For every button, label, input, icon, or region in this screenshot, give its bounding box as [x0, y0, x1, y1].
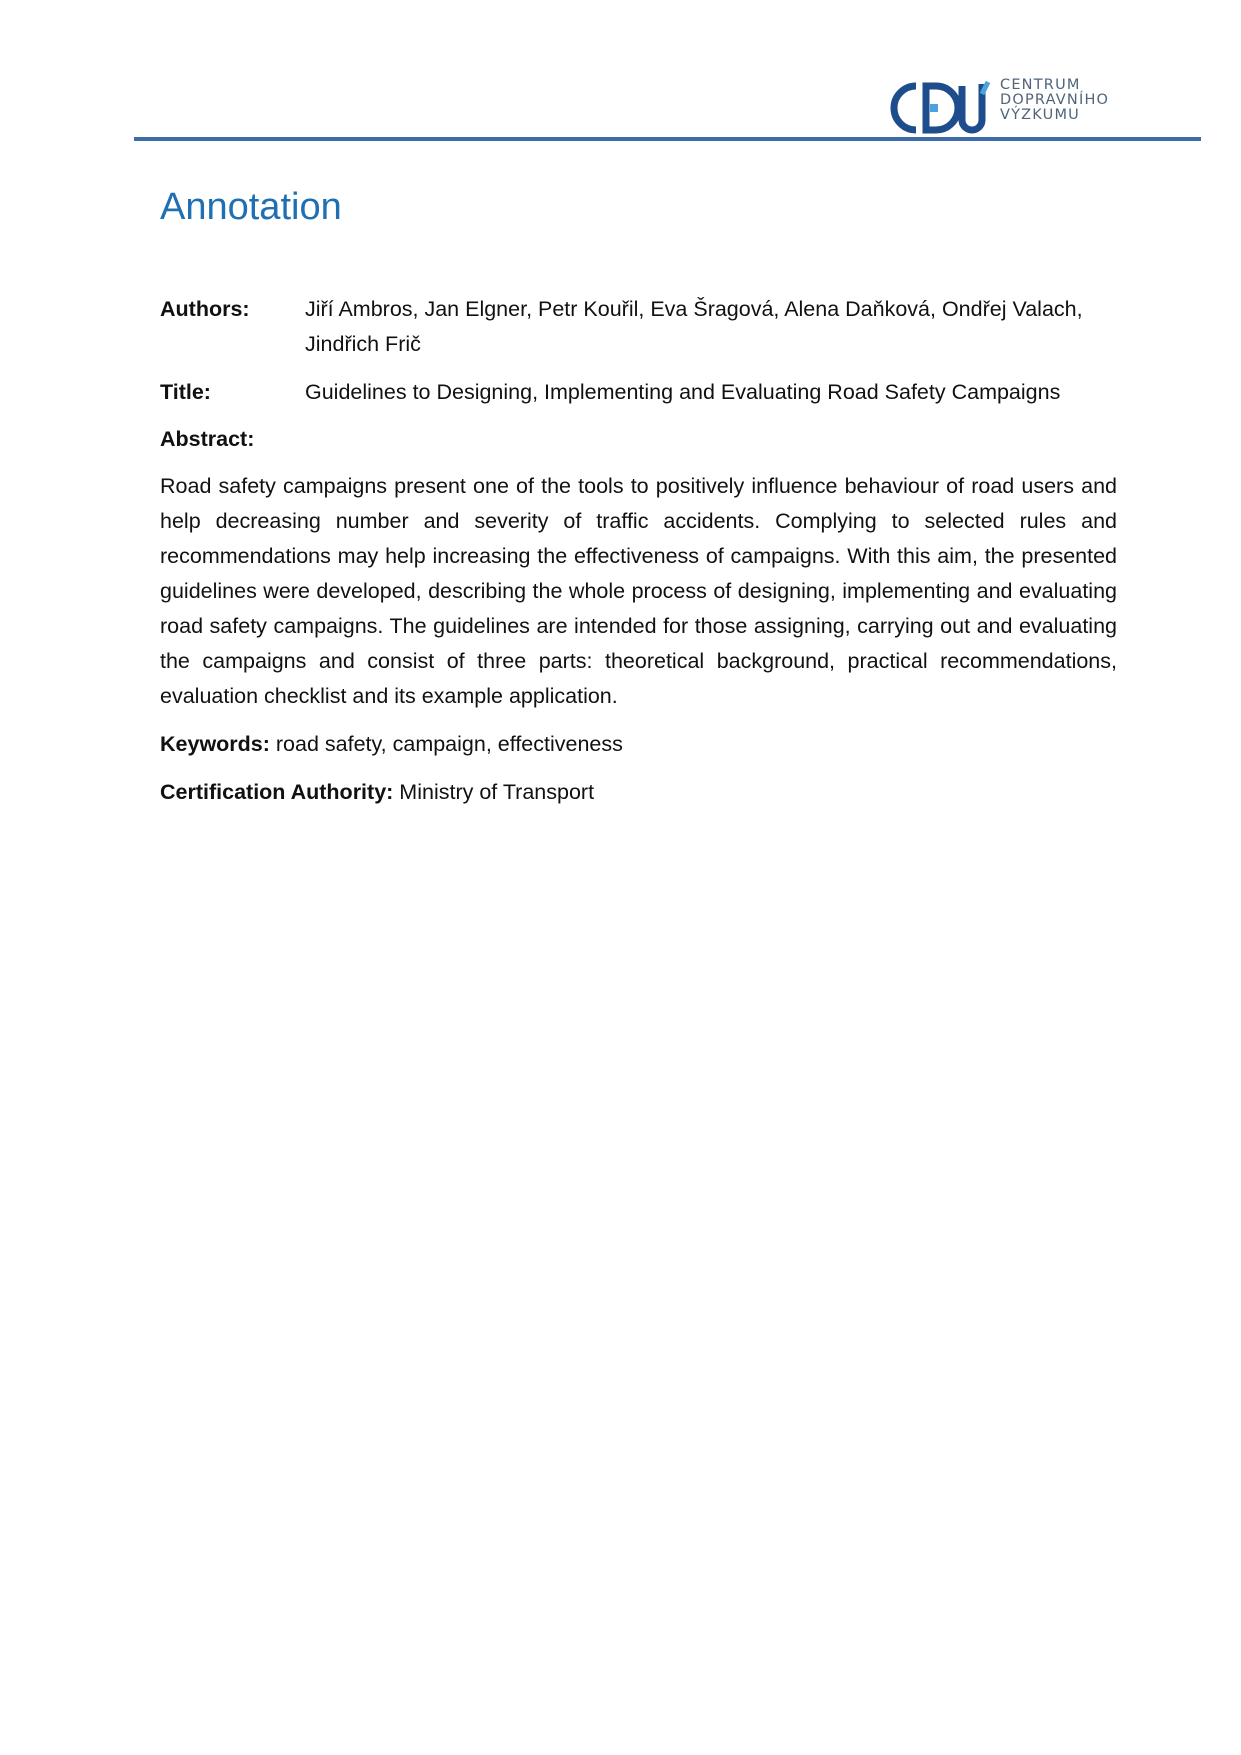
title-value: Guidelines to Designing, Implementing and Evaluating Road Safety Campaigns — [305, 380, 1061, 404]
page-title: Annotation — [160, 186, 342, 228]
title-label: Title: — [160, 380, 211, 404]
keywords-value: road safety, campaign, effectiveness — [275, 732, 623, 756]
authors-line-2: Jindřich Frič — [305, 332, 421, 356]
certification-row — [160, 775, 594, 810]
header-divider — [134, 137, 1201, 141]
cdv-logo — [890, 78, 1120, 138]
authors-line-1: Jiří Ambros, Jan Elgner, Petr Kouřil, Eva Šragová, Alena Daňková, Ondřej Valach, — [305, 297, 1083, 321]
logo-line-2: DOPRAVNÍHO — [1000, 92, 1110, 108]
authors-label: Authors: — [160, 297, 250, 321]
certification-label: Certification Authority: — [160, 780, 400, 804]
abstract-text: Road safety campaigns present one of the tools to positively influence behaviour of road users and help decreasing number and severity of traffic accidents. Complying to selected rules and recommendations may help increasing the effectiveness of campaigns. With this aim, the presented guidelines were developed, describing the whole process of designing, implementing and evaluating road safety campaigns. The guidelines are intended for those assigning, carrying out and evaluating the campaigns and consist of three parts: theoretical background, practical recommendations, evaluation checklist and its example application. — [160, 474, 1117, 708]
authors-label-row — [160, 292, 250, 327]
logo-line-1: CENTRUM — [1000, 77, 1081, 93]
abstract-label-row — [160, 422, 254, 457]
authors-value — [305, 292, 1145, 362]
title-label-row — [160, 375, 211, 410]
certification-value: Ministry of Transport — [399, 780, 595, 804]
keywords-row — [160, 727, 623, 762]
logo-wordmark — [1000, 78, 1109, 123]
abstract-label: Abstract: — [160, 427, 255, 451]
cdv-logo-mark — [890, 80, 994, 136]
logo-line-3: VÝZKUMU — [1000, 107, 1080, 123]
keywords-label: Keywords: — [160, 732, 276, 756]
